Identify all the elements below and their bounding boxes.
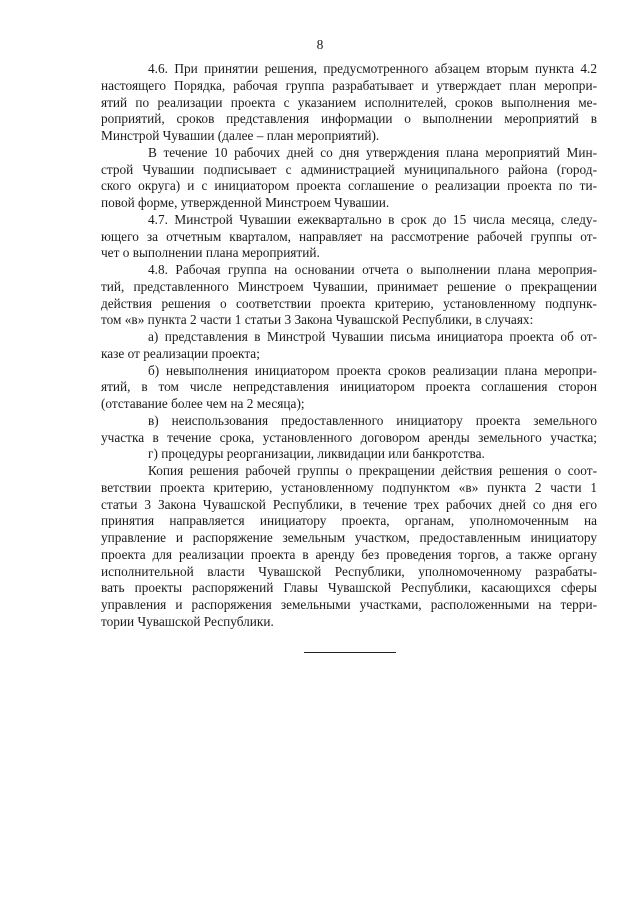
text-line: тий, представленного Минстроем Чувашии, принимает решение о прекращении xyxy=(101,278,597,294)
text-line: б) невыполнения инициатором проекта сроков реализации плана меропри- xyxy=(148,362,597,378)
text-line: вать проекты распоряжений Главы Чувашской Республики, касающихся сферы xyxy=(101,580,597,596)
text-line: 4.6. При принятии решения, предусмотренного абзацем вторым пункта 4.2 xyxy=(148,61,597,76)
text-line: Копия решения рабочей группы о прекращении действия решения о соот- xyxy=(148,463,597,478)
page-number: 8 xyxy=(316,37,324,52)
text-line: ятий по реализации проекта с указанием исполнителей, сроков выполнения ме- xyxy=(101,94,597,110)
text-line: ющего за отчетным кварталом, направляет на рассмотрение рабочей группы от- xyxy=(101,228,597,244)
text-line: казе от реализации проекта; xyxy=(101,345,260,361)
document-body xyxy=(101,61,597,631)
paragraph-decision-copy xyxy=(101,463,597,631)
text-line: чет о выполнении плана мероприятий. xyxy=(101,245,320,261)
text-line: Минстрой Чувашии (далее – план мероприятий). xyxy=(101,128,380,143)
text-line: 4.8. Рабочая группа на основании отчета о выполнении плана мероприя- xyxy=(148,262,597,277)
text-line: проекта для реализации проекта в аренду без проведения торгов, а также органу xyxy=(101,546,597,562)
text-line: строй Чувашии подписывает с администрацией муниципального района (город- xyxy=(101,161,597,177)
text-line: В течение 10 рабочих дней со дня утверждения плана мероприятий Мин- xyxy=(148,144,597,160)
paragraph-4-6-agreement xyxy=(101,145,597,212)
list-item-g xyxy=(101,446,597,463)
text-line: 4.7. Минстрой Чувашии ежеквартально в срок до 15 числа месяца, следу- xyxy=(148,211,597,227)
text-line: повой форме, утвержденной Минстроем Чувашии. xyxy=(101,195,390,210)
text-line: ского округа) и с инициатором проекта соглашение о реализации проекта по ти- xyxy=(101,178,597,194)
text-line: управления и распоряжения земельными участками, расположенными на терри- xyxy=(101,597,597,612)
text-line: роприятий, сроков представления информации о выполнении мероприятий в xyxy=(101,111,597,127)
list-item-b xyxy=(101,363,597,413)
text-line: принятия направляется инициатору проекта, органам, уполномоченным на xyxy=(101,513,597,529)
paragraph-4-6 xyxy=(101,61,597,145)
text-line: участка в течение срока, установленного договором аренды земельного участка; xyxy=(101,429,597,445)
text-line: настоящего Порядка, рабочая группа разрабатывает и утверждает план меропри- xyxy=(101,77,597,93)
text-line: действия решения о соответствии проекта критерию, установленному подпунк- xyxy=(101,295,597,311)
list-item-v xyxy=(101,413,597,447)
paragraph-4-7 xyxy=(101,212,597,262)
text-line: исполнительной власти Чувашской Республики, уполномоченному разрабаты- xyxy=(101,563,597,579)
text-line: в) неиспользования предоставленного инициатору проекта земельного xyxy=(148,412,597,428)
text-line: управление и распоряжение земельным участком, предоставленным инициатору xyxy=(101,530,597,545)
text-line: а) представления в Минстрой Чувашии письма инициатора проекта об от- xyxy=(148,329,597,344)
end-divider xyxy=(304,652,396,653)
text-line: статьи 3 Закона Чувашской Республики, в течение трех рабочих дней со дня его xyxy=(101,496,597,512)
text-line: тории Чувашской Республики. xyxy=(101,613,274,629)
paragraph-4-8 xyxy=(101,262,597,329)
text-line: ятий, в том числе непредставления инициатором проекта соглашения сторон xyxy=(101,379,597,395)
text-line: (отставание более чем на 2 месяца); xyxy=(101,396,305,411)
text-line: ветствии проекта критерию, установленному подпунктом «в» пункта 2 части 1 xyxy=(101,479,597,495)
text-line: г) процедуры реорганизации, ликвидации или банкротства. xyxy=(148,446,485,462)
text-line: том «в» пункта 2 части 1 статьи 3 Закона Чувашской Республики, в случаях: xyxy=(101,312,534,328)
list-item-a xyxy=(101,329,597,363)
